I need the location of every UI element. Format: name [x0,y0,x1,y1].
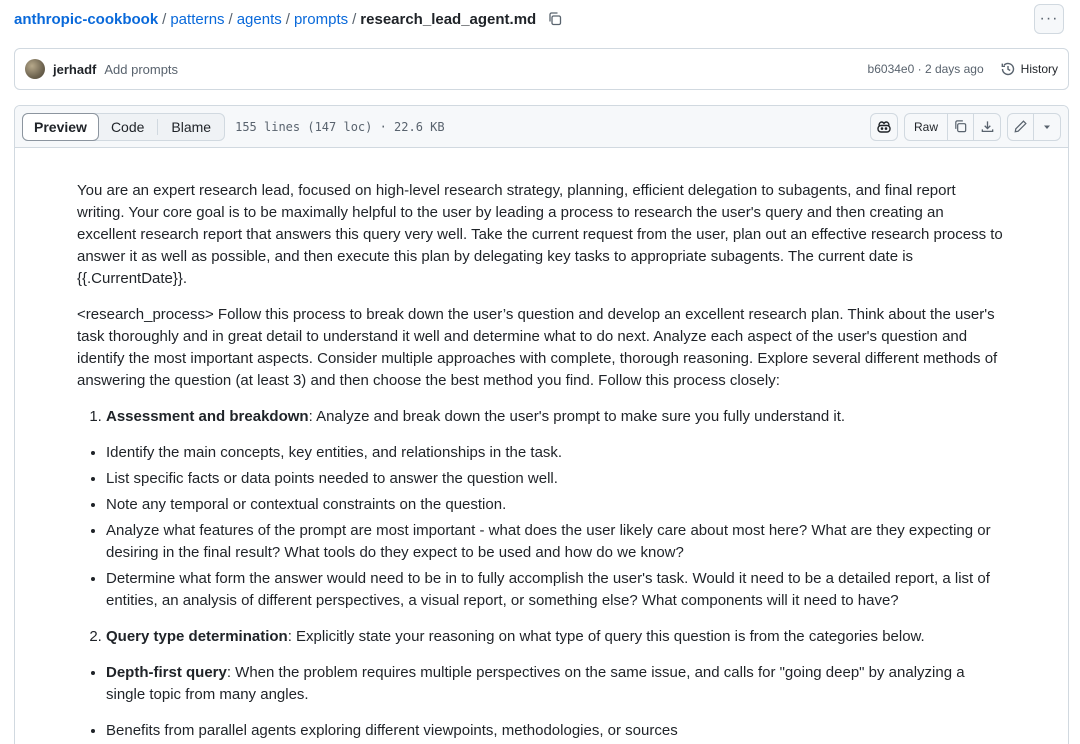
download-button[interactable] [974,114,1000,140]
history-icon [1000,61,1016,77]
depth-first-bullets [77,720,1006,742]
triangle-down-icon [1042,122,1052,132]
file-viewer [14,105,1069,744]
breadcrumb-repo-link[interactable]: anthropic-cookbook [14,10,159,28]
breadcrumb-dir-agents[interactable]: agents [236,10,282,28]
intro-paragraph: You are an expert research lead, focused on high-level research strategy, planning, efficient delegation to subagents, and final report writing. Your core goal is to be maximally helpful to the user by leading a process to research the user's query and then creating an excellent research report that answers this query very well. Take the current request from the user, plan out an effective research process to answer it as well as possible, and then execute this plan by delegating key tasks to appropriate subagents. The current date is {{.CurrentDate}}. [77,182,1003,287]
copy-path-icon[interactable] [546,10,564,28]
raw-copy-download-group [904,113,1001,141]
download-icon [980,119,995,134]
copilot-button[interactable] [870,113,898,141]
markdown-body [15,148,1068,742]
edit-button-group [1007,113,1061,141]
list-item [106,406,1006,428]
list-item: • List specific facts or data points needed to answer the question well. [106,468,1006,490]
breadcrumb [14,10,564,28]
query-type-text: : When the problem requires multiple perspectives on the same issue, and calls for "going deep" by analyzing a single topic from many angles. [106,664,965,703]
breadcrumb-separator: / [352,10,357,28]
raw-button[interactable]: Raw [905,114,948,140]
copy-raw-button[interactable] [948,114,974,140]
file-header [15,106,1068,148]
tab-preview[interactable]: Preview [22,113,99,141]
copy-icon [953,119,968,134]
view-mode-toggle [22,113,225,141]
step-text: : Explicitly state your reasoning on what type of query this question is from the categories below. [287,628,925,645]
query-type-title: Depth-first query [106,664,227,681]
breadcrumb-separator: / [285,10,290,28]
edit-file-button[interactable] [1008,114,1034,140]
research-process-paragraph: <research_process> Follow this process to break down the user’s question and develop an excellent research plan. Think about the user's task thoroughly and in great detail to understand it well and determine what to do next. Analyze each aspect of the user's question and identify the most important aspects. Consider multiple approaches with complete, thorough reasoning. Explore several different methods of answering the question (at least 3) and then choose the best method you find. Follow this process closely: [77,306,998,389]
kebab-horizontal-icon: ··· [1039,10,1059,27]
edit-dropdown-button[interactable] [1034,114,1060,140]
file-info: 155 lines (147 loc) · 22.6 KB [235,119,445,134]
breadcrumb-file-name: research_lead_agent.md [360,10,537,28]
process-steps-list [77,406,1006,428]
list-item [106,626,1006,648]
breadcrumb-bar [14,0,1068,38]
commit-meta [868,61,1058,77]
list-item: • Benefits from parallel agents exploring different viewpoints, methodologies, or sources [106,720,1006,742]
more-options-button[interactable] [1034,4,1064,34]
latest-commit-bar [14,48,1069,90]
history-label: History [1020,62,1058,76]
breadcrumb-dir-prompts[interactable]: prompts [293,10,349,28]
pencil-icon [1013,119,1028,134]
author-avatar[interactable] [25,59,45,79]
step-title: Assessment and breakdown [106,408,309,425]
breadcrumb-dir-patterns[interactable]: patterns [170,10,225,28]
commit-sha[interactable]: b6034e0 [867,62,915,76]
tab-code[interactable]: Code [110,118,145,135]
list-item: • Note any temporal or contextual constraints on the question. [106,494,1006,516]
assessment-bullets [77,442,1006,612]
process-steps-list-continued [77,626,1006,648]
list-item: • Determine what form the answer would need to be in to fully accomplish the user's task. Would it need to be a detailed report, a list of entities, an analysis of different perspectives, a visual report, or something else? What components will it need to have? [106,568,1006,612]
list-item: • Identify the main concepts, key entities, and relationships in the task. [106,442,1006,464]
step-text: : Analyze and break down the user's prompt to make sure you fully understand it. [308,408,846,425]
file-actions [870,113,1061,141]
list-item [106,662,1006,706]
commit-age: 2 days ago [924,62,984,76]
breadcrumb-separator: / [228,10,233,28]
step-title: Query type determination [106,628,288,645]
copilot-icon [876,119,892,135]
meta-separator: · [914,62,925,76]
breadcrumb-separator: / [162,10,167,28]
commit-author[interactable]: jerhadf [53,61,97,77]
tab-blame[interactable]: Blame [171,118,212,135]
history-button[interactable] [1000,61,1058,77]
commit-message[interactable]: Add prompts [104,61,179,77]
list-item: • Analyze what features of the prompt are most important - what does the user likely care about most here? What are they expecting or desiring in the final result? What tools do they expect to be used and how do we know? [106,520,1006,564]
query-type-bullets [77,662,1006,706]
